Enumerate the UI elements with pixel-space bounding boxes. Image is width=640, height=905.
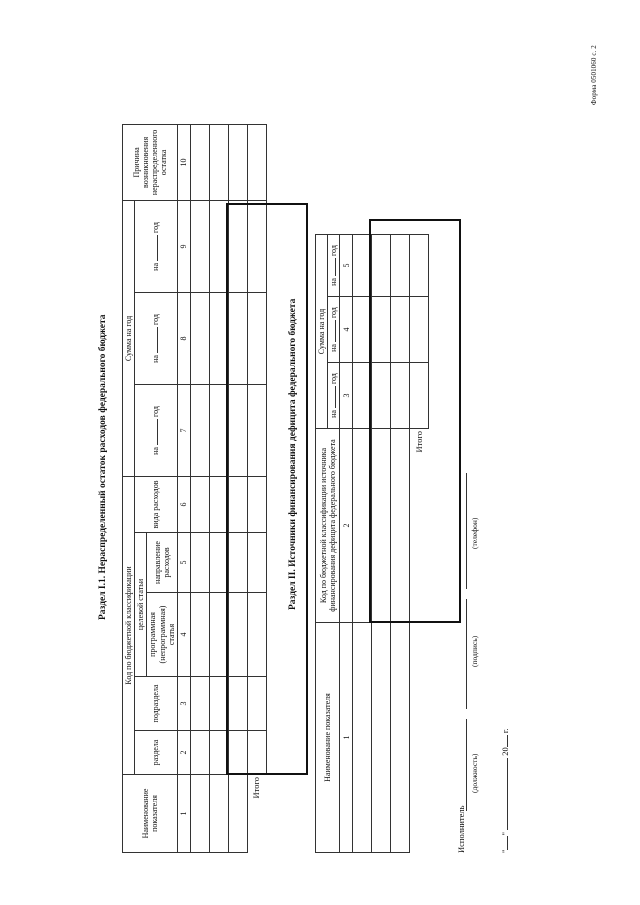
section-2-title: Раздел II. Источники финансирования дефицита федерального бюджета (288, 298, 298, 610)
total-label: Итого (251, 777, 262, 799)
col-target-article-header: целевой статьи (135, 533, 147, 677)
col-year-1-header (135, 384, 178, 476)
year-3-suffix: год (151, 222, 161, 233)
signature-caption: (подпись) (470, 635, 479, 667)
section-1-title: Раздел I.1. Нераспределенный остаток расходов федерального бюджета (98, 314, 108, 620)
section-2-table (315, 234, 429, 853)
executor-label: Исполнитель (456, 805, 466, 853)
table-row (228, 32, 247, 852)
table-row (410, 234, 429, 852)
col-number: 2 (340, 429, 353, 623)
col-year-2-header (328, 297, 340, 363)
col-reason-header: Причина возникновения нераспределенного остатка (123, 124, 178, 200)
table-row (247, 32, 266, 852)
col-number: 4 (177, 593, 190, 677)
col-direction-header: направление расходов (147, 533, 178, 593)
year-3-suffix: год (329, 245, 339, 257)
col-number: 5 (177, 533, 190, 593)
position-caption: (должность) (470, 753, 479, 793)
col-year-1-header (328, 363, 340, 429)
col-indicator-name-header: Наименование показателя (123, 775, 178, 853)
col-subsection-header: подраздела (135, 677, 178, 731)
total-label: Итого (413, 431, 424, 453)
table-row (190, 32, 209, 852)
date-year-prefix: 20 (500, 747, 510, 756)
col-number: 10 (177, 124, 190, 200)
signature-line[interactable] (466, 599, 467, 709)
col-number: 9 (177, 200, 190, 292)
col-number: 4 (340, 297, 353, 363)
phone-caption: (телефон) (470, 517, 479, 549)
col-sum-year-header: Сумма на год (316, 234, 328, 428)
col-year-3-header (328, 234, 340, 296)
form-code: Форма 0501060 с. 2 (590, 45, 598, 105)
col-number: 3 (177, 677, 190, 731)
year-1-prefix: на (329, 410, 339, 418)
table-row (353, 234, 372, 852)
col-number: 6 (177, 476, 190, 532)
position-line[interactable] (466, 719, 467, 811)
year-3-prefix: на (329, 278, 339, 286)
year-1-suffix: год (329, 373, 339, 385)
table-row (391, 234, 410, 852)
year-2-suffix: год (151, 314, 161, 325)
year-1-prefix: на (151, 447, 161, 455)
col-budget-code-header: Код по бюджетной классификации (123, 476, 135, 774)
phone-line[interactable] (466, 473, 467, 589)
col-number: 1 (340, 623, 353, 853)
year-2-prefix: на (329, 344, 339, 352)
year-1-suffix: год (151, 406, 161, 417)
col-program-header: программная (непрограммная) статья (147, 593, 178, 677)
table-row (209, 32, 228, 852)
col-expense-type-header: вида расходов (135, 476, 178, 532)
col-source-code-header: Код по бюджетной классификации источника финансирования дефицита федерального бюджета (316, 429, 340, 623)
col-section-header: раздела (135, 731, 178, 775)
date-field (500, 729, 510, 854)
col-year-2-header (135, 292, 178, 384)
col-year-3-header (135, 200, 178, 292)
col-number: 1 (177, 775, 190, 853)
date-year-suffix: г. (500, 728, 510, 734)
year-2-suffix: год (329, 307, 339, 319)
col-number: 2 (177, 731, 190, 775)
col-number: 3 (340, 363, 353, 429)
col-number: 8 (177, 292, 190, 384)
section-1-table (122, 32, 267, 853)
col-indicator-name-header: Наименование показателя (316, 623, 340, 853)
date-quote-open: " (500, 849, 510, 853)
date-quote-close: " (500, 832, 510, 836)
col-number: 7 (177, 384, 190, 476)
table-row (372, 234, 391, 852)
col-sum-year-header: Сумма на год (123, 200, 135, 476)
year-3-prefix: на (151, 262, 161, 271)
col-number: 5 (340, 234, 353, 296)
year-2-prefix: на (151, 355, 161, 363)
